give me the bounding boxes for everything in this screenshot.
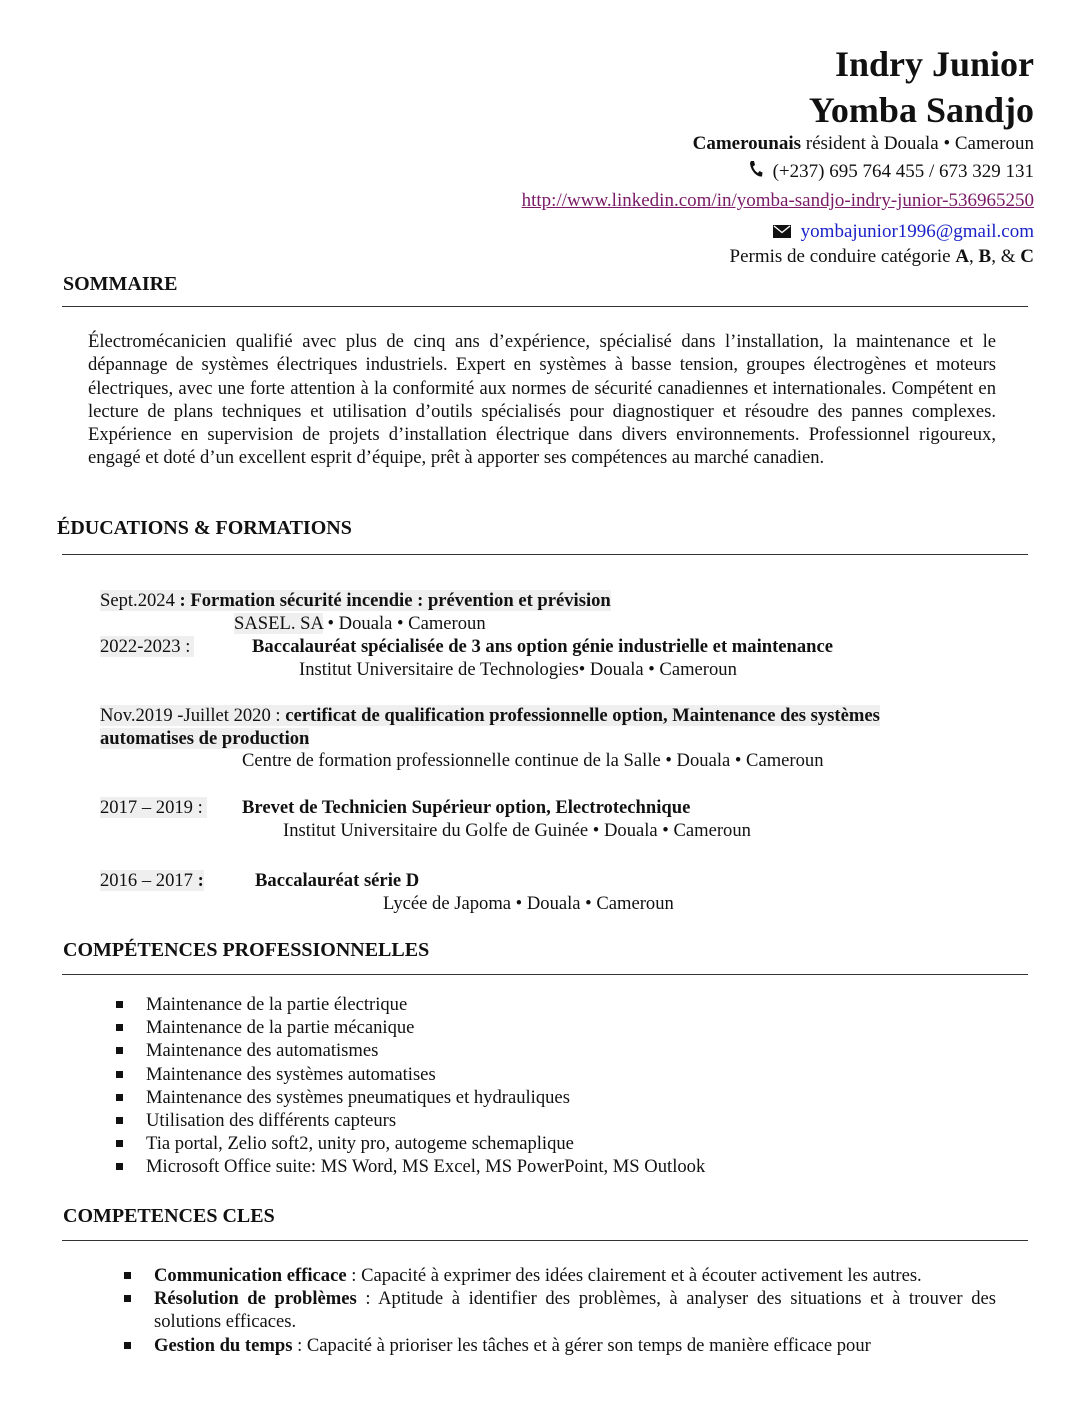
list-item: Utilisation des différents capteurs (116, 1109, 705, 1132)
linkedin-link[interactable]: http://www.linkedin.com/in/yomba-sandjo-indry-junior-536965250 (521, 190, 1034, 211)
envelope-icon (773, 220, 791, 246)
key-skill-label: Résolution de problèmes (154, 1288, 357, 1310)
education-sep: : (174, 590, 191, 611)
candidate-first-name: Indry Junior (834, 44, 1034, 84)
driving-license-line (730, 244, 1035, 270)
list-item: Maintenance de la partie électrique (116, 993, 705, 1016)
list-item (124, 1287, 996, 1333)
list-item: Tia portal, Zelio soft2, unity pro, autogeme schemaplique (116, 1132, 705, 1155)
education-title (252, 635, 833, 658)
section-divider (62, 306, 1028, 307)
key-skill-label: Gestion du temps (154, 1334, 293, 1356)
education-date: Nov.2019 -Juillet 2020 : (100, 705, 281, 726)
list-item: Maintenance de la partie mécanique (116, 1016, 705, 1039)
education-institution: Lycée de Japoma • Douala • Cameroun (383, 893, 674, 914)
education-entry (100, 589, 611, 612)
residence: résident à Douala • Cameroun (801, 133, 1034, 154)
education-title-continued (100, 727, 309, 750)
education-institution: Centre de formation professionnelle continue de la Salle • Douala • Cameroun (242, 750, 824, 771)
email-link[interactable]: yombajunior1996@gmail.com (800, 221, 1034, 242)
nationality: Camerounais (692, 133, 801, 154)
license-cat-a: A (955, 246, 970, 267)
education-title-text: Brevet de Technicien Supérieur option, Electrotechnique (242, 797, 691, 818)
candidate-last-name: Yomba Sandjo (808, 90, 1034, 130)
education-institution (234, 612, 486, 635)
education-date: 2016 – 2017 (100, 870, 198, 891)
license-cat-c: C (1020, 246, 1034, 267)
education-title (242, 796, 690, 819)
section-divider (62, 554, 1028, 555)
skills-heading: COMPÉTENCES PROFESSIONNELLES (63, 939, 430, 961)
summary-heading: SOMMAIRE (63, 273, 178, 295)
key-skill-label: Communication efficace (154, 1265, 347, 1286)
education-heading: ÉDUCATIONS & FORMATIONS (57, 517, 352, 539)
list-item (124, 1264, 996, 1287)
education-institution: Institut Universitaire du Golfe de Guinée • Douala • Cameroun (283, 820, 751, 841)
institution-name: SASEL. SA (234, 613, 323, 634)
section-divider (62, 1240, 1028, 1241)
license-sep: , (969, 246, 979, 267)
license-label: Permis de conduire catégorie (729, 246, 956, 267)
education-date: Sept.2024 (100, 590, 175, 611)
skills-list (116, 993, 705, 1179)
key-skills-heading: COMPETENCES CLES (63, 1205, 275, 1227)
education-title (255, 869, 419, 892)
section-divider (62, 974, 1028, 975)
education-entry (100, 635, 194, 658)
phone-icon (749, 160, 763, 186)
license-cat-b: B (978, 246, 992, 267)
institution-location: • Douala • Cameroun (322, 613, 486, 634)
key-skill-text: : Aptitude à identifier des problèmes, à analyser des situations et à trouver des solutions efficaces. (154, 1288, 996, 1333)
list-item: Maintenance des systèmes automatises (116, 1063, 705, 1086)
key-skill-text: : Capacité à prioriser les tâches et à gérer son temps de manière efficace pour (292, 1334, 871, 1356)
education-entry (100, 704, 880, 727)
education-entry (100, 869, 204, 892)
phone-line (749, 159, 1034, 186)
list-item: Microsoft Office suite: MS Word, MS Excel, MS PowerPoint, MS Outlook (116, 1155, 705, 1178)
license-sep: , & (991, 246, 1021, 267)
education-entry (100, 796, 207, 819)
education-title: certificat de qualification professionnelle option, Maintenance des systèmes (280, 705, 880, 726)
key-skills-list (124, 1264, 996, 1357)
phone-number: (+237) 695 764 455 / 673 329 131 (772, 161, 1034, 182)
residence-line (693, 131, 1034, 157)
summary-paragraph: Électromécanicien qualifié avec plus de cinq ans d’expérience, spécialisé dans l’installation, la maintenance et le dépannage de systèmes électriques industriels. Expert en systèmes à basse tension, groupes électrogènes et moteurs électriques, avec une forte attention à la conformité aux normes de sécurité canadiennes et internationales. Compétent en lecture de plans techniques et utilisation d’outils spécialisés pour diagnostiquer et résoudre des pannes complexes. Expérience en supervision de projets d’installation électrique dans divers environnements. Professionnel rigoureux, engagé et doté d’un excellent esprit d’équipe, prêt à apporter ses compétences au marché canadien. (88, 331, 996, 469)
education-institution: Institut Universitaire de Technologies• Douala • Cameroun (299, 659, 737, 680)
education-title-text: Baccalauréat série D (255, 870, 420, 891)
list-item: Maintenance des automatismes (116, 1039, 705, 1062)
education-title-text: Baccalauréat spécialisée de 3 ans option génie industrielle et maintenance (252, 636, 834, 657)
list-item: Maintenance des systèmes pneumatiques et hydrauliques (116, 1086, 705, 1109)
email-line (773, 219, 1034, 246)
key-skill-text: : Capacité à exprimer des idées clairement et à écouter activement les autres. (346, 1265, 922, 1286)
education-date: 2017 – 2019 : (100, 797, 207, 818)
education-date-colon: : (197, 870, 204, 891)
education-title-text: automatises de production (100, 728, 310, 749)
linkedin-line (522, 188, 1034, 214)
list-item (124, 1334, 996, 1357)
education-title: Formation sécurité incendie : prévention et prévision (190, 590, 611, 611)
education-date: 2022-2023 : (100, 636, 194, 657)
